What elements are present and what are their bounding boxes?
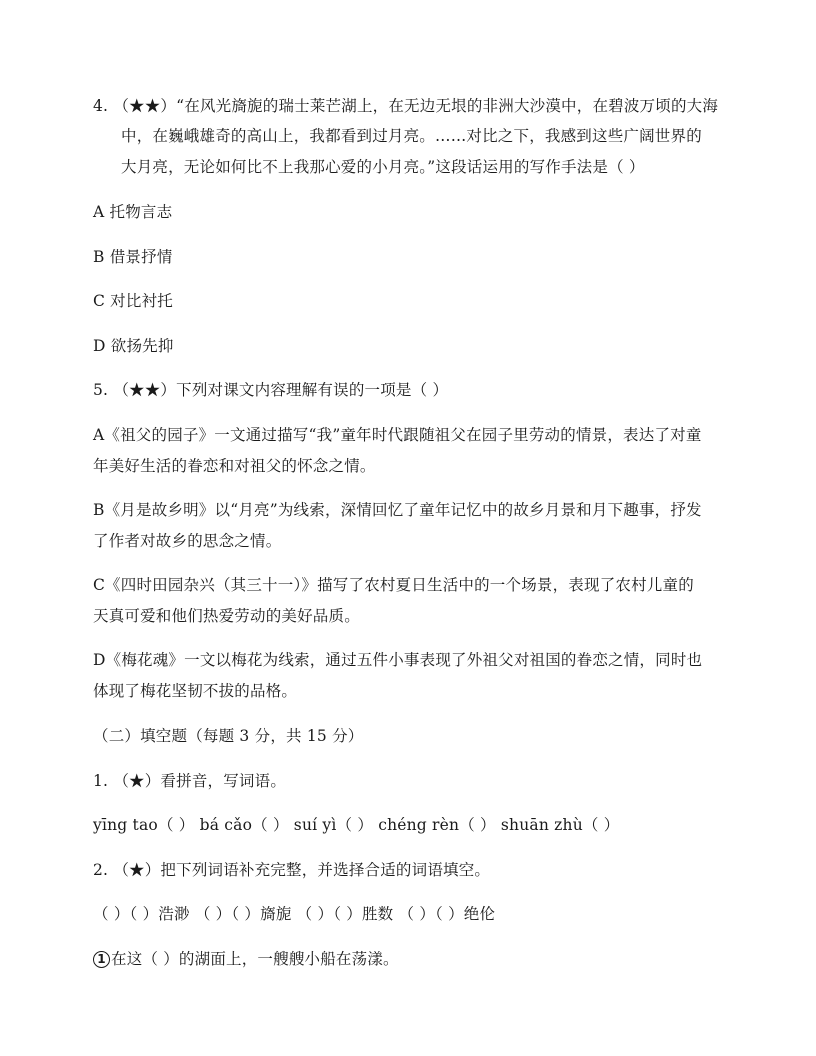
q5-option-a-line-1: A《祖父的园子》一文通过描写“我”童年时代跟随祖父在园子里劳动的情景，表达了对童 xyxy=(93,426,702,444)
section-heading-fill-in: （二）填空题（每题 3 分，共 15 分） xyxy=(93,727,364,745)
q4-stem-line-3: 大月亮，无论如何比不上我那心爱的小月亮。”这段话运用的写作手法是（ ） xyxy=(121,158,645,176)
f2-words-row: （ ）（ ）浩渺 （ ）（ ）旖旎 （ ）（ ）胜数 （ ）（ ）绝伦 xyxy=(93,905,496,923)
q4-option-d: D 欲扬先抑 xyxy=(93,337,174,355)
q5-option-b-line-2: 了作者对故乡的思念之情。 xyxy=(93,532,282,550)
q5-option-b-line-1: B《月是故乡明》以“月亮”为线索，深情回忆了童年记忆中的故乡月景和月下趣事，抒发 xyxy=(93,501,702,519)
q5-stem: 5. （★★）下列对课文内容理解有误的一项是（ ） xyxy=(93,381,449,399)
f1-pinyin-row: yīng tao（ ） bá cǎo（ ） suí yì（ ） chéng rèn（ ） shuān zhù（ ） xyxy=(93,816,620,834)
f1-stem: 1. （★）看拼音，写词语。 xyxy=(93,772,287,790)
q5-option-d-line-2: 体现了梅花坚韧不拔的品格。 xyxy=(93,682,298,700)
q4-option-a: A 托物言志 xyxy=(93,203,173,221)
q5-option-d-line-1: D《梅花魂》一文以梅花为线索，通过五件小事表现了外祖父对祖国的眷恋之情，同时也 xyxy=(93,651,703,669)
q4-stem-line-2: 中，在巍峨雄奇的高山上，我都看到过月亮。……对比之下，我感到这些广阔世界的 xyxy=(121,127,702,145)
q5-option-c-line-2: 天真可爱和他们热爱劳动的美好品质。 xyxy=(93,607,360,625)
f2-stem: 2. （★）把下列词语补充完整，并选择合适的词语填空。 xyxy=(93,861,491,879)
q4-stem-line-1: 4. （★★）“在风光旖旎的瑞士莱芒湖上，在无边无垠的非洲大沙漠中，在碧波万顷的大海 xyxy=(93,97,719,115)
q4-option-c: C 对比衬托 xyxy=(93,292,173,310)
q4-option-b: B 借景抒情 xyxy=(93,248,173,266)
f2-subquestion-1 xyxy=(93,949,399,969)
q5-option-c-line-1: C《四时田园杂兴（其三十一）》描写了农村夏日生活中的一个场景，表现了农村儿童的 xyxy=(93,576,694,594)
circled-number-1: 1 xyxy=(93,951,110,968)
f2-subquestion-1-text: 在这（ ）的湖面上，一艘艘小船在荡漾。 xyxy=(111,950,399,968)
q5-option-a-line-2: 年美好生活的眷恋和对祖父的怀念之情。 xyxy=(93,457,376,475)
